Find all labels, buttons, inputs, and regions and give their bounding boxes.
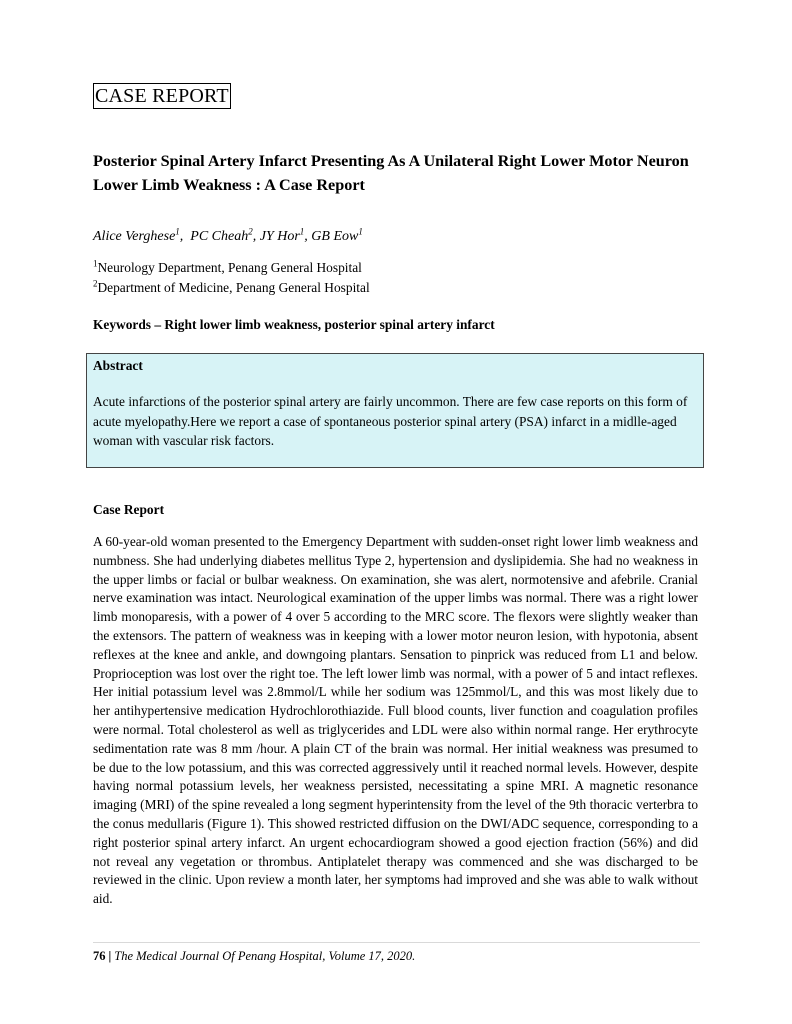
page-footer: [93, 947, 415, 965]
section-label: CASE REPORT: [95, 85, 229, 107]
author-affiliation-mark: 1: [299, 226, 305, 237]
case-report-text: A 60-year-old woman presented to the Emergency Department with sudden-onset right lower limb weakness and numbness. She had underlying diabetes mellitus Type 2, hypertension and dyslipidemia. She had no weakness in the upper limbs or facial or bulbar weakness. On examination, she was alert, normotensive and afebrile. Cranial nerve examination was intact. Neurological examination of the upper limbs was normal. There was a right lower limb monoparesis, with a power of 4 over 5 according to the MRC score. The flexors were slightly weaker than the extensors. The pattern of weakness was in keeping with a lower motor neuron lesion, with hypotonia, absent reflexes at the knee and ankle, and downgoing plantars. Sensation to pinprick was reduced from L1 and below. Proprioception was lost over the right toe. The left lower limb was normal, with a power of 5 and intact reflexes. Her initial potassium level was 2.8mmol/L while her sodium was 125mmol/L, and this was most likely due to her antihypertensive medication Hydrochlorothiazide. Full blood counts, liver function and coagulation profiles were normal. Total cholesterol as well as triglycerides and LDL were also within normal range. Her erythrocyte sedimentation rate was 8 mm /hour. A plain CT of the brain was normal. Her initial weakness was presumed to be due to the low potassium, and this was corrected aggressively until it reached normal levels. However, despite having normal potassium levels, her weakness persisted, necessitating a spine MRI. A magnetic resonance imaging (MRI) of the spine revealed a long segment hyperintensity from the level of the 9th thoracic verterbra to the conus medullaris (Figure 1). This showed restricted diffusion on the DWI/ADC sequence, corresponding to a right posterior spinal artery infarct. An urgent echocardiogram showed a good ejection fraction (56%) and did not reveal any vegetation or thrombus. Antiplatelet therapy was commenced and she was discharged to be reviewed in the clinic. Upon review a month later, her symptoms had improved and she was able to walk without aid.: [93, 534, 698, 907]
case-report-heading: Case Report: [93, 502, 165, 517]
affiliation: [93, 279, 370, 297]
author-name: Alice Verghese: [93, 229, 176, 244]
author-name: PC Cheah: [190, 229, 249, 244]
abstract-box: [86, 353, 704, 468]
author-affiliation-mark: 1: [175, 226, 180, 237]
article-title: Posterior Spinal Artery Infarct Presenting As A Unilateral Right Lower Motor Neuron Lower Limb Weakness : A Case Report: [93, 152, 689, 194]
affiliation-mark: 1: [93, 258, 98, 269]
author-name: JY Hor: [259, 229, 300, 244]
author-name: GB Eow: [311, 229, 359, 244]
affiliation: [93, 259, 362, 277]
affiliation-mark: 2: [93, 278, 98, 289]
abstract-heading: Abstract: [93, 358, 143, 373]
page-number: 76: [93, 949, 106, 963]
affiliation-text: Department of Medicine, Penang General Hospital: [97, 280, 370, 295]
keywords: Keywords – Right lower limb weakness, posterior spinal artery infarct: [93, 317, 495, 332]
author-affiliation-mark: 1: [358, 226, 363, 237]
footer-divider: [93, 942, 700, 943]
abstract-text: Acute infarctions of the posterior spinal artery are fairly uncommon. There are few case reports on this form of acute myelopathy.Here we report a case of spontaneous posterior spinal artery (PSA) infarct in a midlle-aged woman with vascular risk factors.: [93, 394, 688, 448]
footer-separator: |: [108, 949, 112, 963]
author-list: Alice Verghese$^1$, PC Cheah$^2$, JY Hor$^1$, GB Eow$^1$: [93, 226, 363, 244]
affiliation-text: Neurology Department, Penang General Hospital: [97, 260, 362, 275]
journal-citation: The Medical Journal Of Penang Hospital, Volume 17, 2020.: [114, 949, 416, 963]
author-affiliation-mark: 2: [248, 226, 253, 237]
